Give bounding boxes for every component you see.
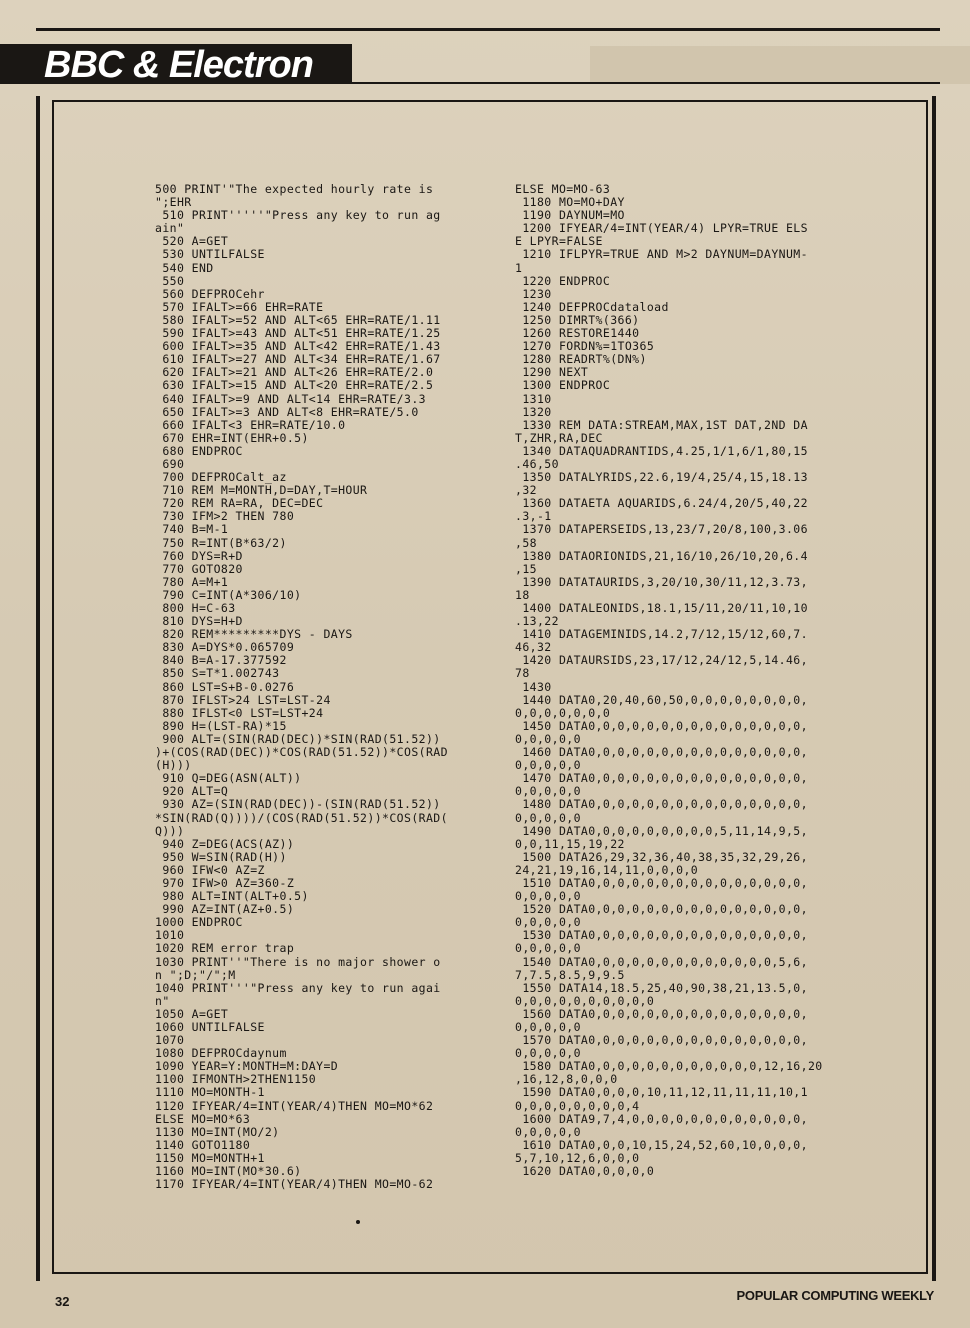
code-line: 1470 DATA0,0,0,0,0,0,0,0,0,0,0,0,0,0,0, (515, 771, 808, 786)
code-line: 760 DYS=R+D (155, 548, 243, 563)
code-line: 990 AZ=INT(AZ+0.5) (155, 902, 295, 917)
code-line: 1220 ENDPROC (515, 273, 611, 288)
code-line: 1590 DATA0,0,0,0,10,11,12,11,11,11,10,1 (515, 1085, 808, 1100)
code-line: 1020 REM error trap (155, 941, 295, 956)
code-line: 0,0,0,0,0 (515, 731, 581, 746)
code-line: 1380 DATAORIONIDS,21,16/10,26/10,20,6.4 (515, 548, 808, 563)
code-line: 1560 DATA0,0,0,0,0,0,0,0,0,0,0,0,0,0,0, (515, 1006, 808, 1021)
code-line: 1040 PRINT'''"Press any key to run agai (155, 980, 441, 995)
code-line: 590 IFALT>=43 AND ALT<51 EHR=RATE/1.25 (155, 326, 441, 341)
code-line: 690 (155, 456, 185, 471)
code-line: 840 B=A-17.377592 (155, 653, 287, 668)
code-line: ,32 (515, 483, 537, 498)
code-line: 1170 IFYEAR/4=INT(YEAR/4)THEN MO=MO-62 (155, 1177, 434, 1192)
code-line: 700 DEFPROCalt_az (155, 470, 287, 485)
code-line: 500 PRINT'"The expected hourly rate is (155, 182, 434, 196)
code-line: 1140 GOTO1180 (155, 1137, 251, 1152)
code-line: 0,0,0,0,0 (515, 784, 581, 799)
code-line: 750 R=INT(B*63/2) (155, 535, 287, 550)
code-line: 0,0,0,0,0 (515, 1020, 581, 1034)
code-line: 1400 DATALEONIDS,18.1,15/11,20/11,10,10 (515, 601, 808, 615)
code-line: 830 A=DYS*0.065709 (155, 640, 295, 655)
code-line: 1460 DATA0,0,0,0,0,0,0,0,0,0,0,0,0,0,0, (515, 745, 808, 760)
code-line: 920 ALT=Q (155, 784, 229, 799)
top-rule (36, 28, 940, 31)
code-line: 570 IFALT>=66 EHR=RATE (155, 299, 324, 314)
code-line: 520 A=GET (155, 234, 229, 249)
code-line: 1410 DATAGEMINIDS,14.2,7/12,15/12,60,7. (515, 627, 808, 642)
code-line: 720 REM RA=RA, DEC=DEC (155, 496, 324, 511)
code-line: 1510 DATA0,0,0,0,0,0,0,0,0,0,0,0,0,0,0, (515, 875, 808, 890)
code-line: 1480 DATA0,0,0,0,0,0,0,0,0,0,0,0,0,0,0, (515, 797, 808, 812)
header-rule (352, 82, 940, 84)
code-line: 1070 (155, 1033, 185, 1048)
code-line: 770 GOTO820 (155, 561, 243, 576)
code-line: 930 AZ=(SIN(RAD(DEC))-(SIN(RAD(51.52)) (155, 797, 441, 812)
code-line: 1320 (515, 404, 552, 419)
code-line: 1440 DATA0,20,40,60,50,0,0,0,0,0,0,0,0, (515, 692, 808, 707)
code-line: 630 IFALT>=15 AND ALT<20 EHR=RATE/2.5 (155, 378, 434, 393)
code-line: ,58 (515, 535, 537, 550)
code-line: 820 REM*********DYS - DAYS (155, 627, 353, 642)
code-line: 660 IFALT<3 EHR=RATE/10.0 (155, 417, 346, 432)
code-line: 730 IFM>2 THEN 780 (155, 509, 295, 524)
magazine-name: POPULAR COMPUTING WEEKLY (736, 1288, 934, 1303)
code-line: *SIN(RAD(Q))))/(COS(RAD(51.52))*COS(RAD( (155, 810, 448, 825)
code-line: 1270 FORDN%=1TO365 (515, 339, 655, 354)
page-number: 32 (55, 1294, 70, 1309)
code-line: 1540 DATA0,0,0,0,0,0,0,0,0,0,0,0,0,5,6, (515, 954, 808, 969)
code-line: (H))) (155, 758, 192, 773)
code-line: 950 W=SIN(RAD(H)) (155, 849, 287, 864)
code-line: 960 IFW<0 AZ=Z (155, 862, 265, 877)
code-line: ";EHR (155, 195, 192, 210)
code-line: 600 IFALT>=35 AND ALT<42 EHR=RATE/1.43 (155, 339, 441, 354)
code-line: 890 H=(LST-RA)*15 (155, 718, 287, 733)
code-line: 0,0,0,0,0 (515, 1124, 581, 1139)
code-line: 680 ENDPROC (155, 443, 243, 458)
code-line: ain" (155, 221, 185, 236)
code-line: 1120 IFYEAR/4=INT(YEAR/4)THEN MO=MO*62 (155, 1098, 434, 1113)
code-line: 0,0,11,15,19,22 (515, 836, 625, 851)
code-line: 940 Z=DEG(ACS(AZ)) (155, 836, 295, 851)
code-line: 1450 DATA0,0,0,0,0,0,0,0,0,0,0,0,0,0,0, (515, 718, 808, 733)
code-line: 1 (515, 260, 523, 275)
code-line: 1050 A=GET (155, 1006, 229, 1021)
code-line: 1130 MO=INT(MO/2) (155, 1124, 280, 1139)
code-line: 1110 MO=MONTH-1 (155, 1085, 265, 1100)
code-line: 650 IFALT>=3 AND ALT<8 EHR=RATE/5.0 (155, 404, 419, 419)
code-line: 1370 DATAPERSEIDS,13,23/7,20/8,100,3.06 (515, 522, 808, 537)
code-line: 0,0,0,0,0 (515, 889, 581, 904)
code-line: 0,0,0,0,0 (515, 758, 581, 773)
code-line: 670 EHR=INT(EHR+0.5) (155, 430, 309, 445)
code-line: 1230 (515, 286, 552, 301)
code-line: ,15 (515, 561, 537, 576)
code-line: 870 IFLST>24 LST=LST-24 (155, 692, 331, 707)
code-line: 1260 RESTORE1440 (515, 326, 640, 341)
code-line: 0,0,0,0,0 (515, 810, 581, 825)
code-line: 0,0,0,0,0,0,0 (515, 705, 611, 720)
code-line: 1250 DIMRT%(366) (515, 312, 640, 327)
code-line: 880 IFLST<0 LST=LST+24 (155, 705, 324, 720)
code-line: 1210 IFLPYR=TRUE AND M>2 DAYNUM=DAYNUM- (515, 247, 808, 262)
code-line: 970 IFW>0 AZ=360-Z (155, 875, 295, 890)
code-line: 1000 ENDPROC (155, 915, 243, 930)
code-line: 1570 DATA0,0,0,0,0,0,0,0,0,0,0,0,0,0,0, (515, 1033, 808, 1048)
code-line: 24,21,19,16,14,11,0,0,0,0 (515, 862, 699, 877)
code-line: 0,0,0,0,0 (515, 941, 581, 956)
code-line: 7,7.5,8.5,9,9.5 (515, 967, 625, 982)
code-line: .13,22 (515, 614, 559, 629)
code-line: 850 S=T*1.002743 (155, 666, 280, 681)
code-line: 1490 DATA0,0,0,0,0,0,0,0,0,5,11,14,9,5, (515, 823, 808, 838)
code-line: 1060 UNTILFALSE (155, 1020, 265, 1034)
code-line: 980 ALT=INT(ALT+0.5) (155, 889, 309, 904)
code-line: n" (155, 993, 170, 1008)
code-line: 1580 DATA0,0,0,0,0,0,0,0,0,0,0,0,12,16,20 (515, 1059, 823, 1074)
code-line: 1430 (515, 679, 552, 694)
code-line: 1280 READRT%(DN%) (515, 352, 647, 367)
code-line: .3,-1 (515, 509, 552, 524)
code-line: 1300 ENDPROC (515, 378, 611, 393)
code-line: 740 B=M-1 (155, 522, 229, 537)
code-line: 640 IFALT>=9 AND ALT<14 EHR=RATE/3.3 (155, 391, 426, 406)
code-line: 1010 (155, 928, 185, 943)
code-line: E LPYR=FALSE (515, 234, 603, 249)
code-line: 1330 REM DATA:STREAM,MAX,1ST DAT,2ND DA (515, 417, 808, 432)
code-line: ,16,12,8,0,0,0 (515, 1072, 618, 1087)
code-line: 1290 NEXT (515, 365, 589, 380)
code-line: 1160 MO=INT(MO*30.6) (155, 1164, 302, 1179)
code-line: 510 PRINT'''''"Press any key to run ag (155, 208, 441, 223)
code-line: 620 IFALT>=21 AND ALT<26 EHR=RATE/2.0 (155, 365, 434, 380)
code-line: 1310 (515, 391, 552, 406)
code-line: 540 END (155, 260, 214, 275)
show-through-shadow (590, 46, 970, 84)
code-line: 1390 DATATAURIDS,3,20/10,30/11,12,3.73, (515, 574, 808, 589)
code-line: 1610 DATA0,0,0,10,15,24,52,60,10,0,0,0, (515, 1137, 808, 1152)
section-header-title: BBC & Electron (44, 44, 313, 86)
code-line: ELSE MO=MO*63 (155, 1111, 251, 1126)
code-line: 780 A=M+1 (155, 574, 229, 589)
code-line: 1100 IFMONTH>2THEN1150 (155, 1072, 317, 1087)
code-line: 78 (515, 666, 530, 681)
code-line: 580 IFALT>=52 AND ALT<65 EHR=RATE/1.11 (155, 312, 441, 327)
code-line: 610 IFALT>=27 AND ALT<34 EHR=RATE/1.67 (155, 352, 441, 367)
code-line: 810 DYS=H+D (155, 614, 243, 629)
code-line: 1080 DEFPROCdaynum (155, 1046, 287, 1061)
code-line: 1340 DATAQUADRANTIDS,4.25,1/1,6/1,80,15 (515, 443, 808, 458)
code-line: Q))) (155, 823, 185, 838)
code-line: 46,32 (515, 640, 552, 655)
code-line: 1530 DATA0,0,0,0,0,0,0,0,0,0,0,0,0,0,0, (515, 928, 808, 943)
code-line: 1600 DATA9,7,4,0,0,0,0,0,0,0,0,0,0,0,0, (515, 1111, 808, 1126)
code-line: 790 C=INT(A*306/10) (155, 587, 302, 602)
code-line: 560 DEFPROCehr (155, 286, 265, 301)
code-line: 1550 DATA14,18.5,25,40,90,38,21,13.5,0, (515, 980, 808, 995)
code-line: 1620 DATA0,0,0,0,0 (515, 1164, 655, 1179)
code-line: 800 H=C-63 (155, 601, 236, 615)
code-line: 1360 DATAETA AQUARIDS,6.24/4,20/5,40,22 (515, 496, 808, 511)
listing-column-right (515, 183, 823, 1178)
code-line: 910 Q=DEG(ASN(ALT)) (155, 771, 302, 786)
code-line: 1190 DAYNUM=MO (515, 208, 625, 223)
code-line: 18 (515, 587, 530, 602)
code-line: 550 (155, 273, 185, 288)
code-line: 1200 IFYEAR/4=INT(YEAR/4) LPYR=TRUE ELS (515, 221, 808, 236)
listing-column-left (155, 183, 448, 1191)
code-line: .46,50 (515, 456, 559, 471)
code-line: T,ZHR,RA,DEC (515, 430, 603, 445)
code-line: 0,0,0,0,0,0,0,0,4 (515, 1098, 640, 1113)
code-line: 1180 MO=MO+DAY (515, 195, 625, 210)
code-line: 1350 DATALYRIDS,22.6,19/4,25/4,15,18.13 (515, 470, 808, 485)
code-line: 5,7,10,12,6,0,0,0 (515, 1150, 640, 1165)
code-line: )+(COS(RAD(DEC))*COS(RAD(51.52))*COS(RAD (155, 745, 448, 760)
code-line: n ";D;"/";M (155, 967, 236, 982)
code-line: 860 LST=S+B-0.0276 (155, 679, 295, 694)
code-line: ELSE MO=MO-63 (515, 182, 611, 196)
code-line: 1500 DATA26,29,32,36,40,38,35,32,29,26, (515, 849, 808, 864)
code-line: 1520 DATA0,0,0,0,0,0,0,0,0,0,0,0,0,0,0, (515, 902, 808, 917)
code-line: 0,0,0,0,0 (515, 1046, 581, 1061)
code-line: 900 ALT=(SIN(RAD(DEC))*SIN(RAD(51.52)) (155, 731, 441, 746)
code-line: 0,0,0,0,0 (515, 915, 581, 930)
code-line: 1240 DEFPROCdataload (515, 299, 669, 314)
code-line: 530 UNTILFALSE (155, 247, 265, 262)
code-line: 0,0,0,0,0,0,0,0,0,0 (515, 993, 655, 1008)
code-line: 1090 YEAR=Y:MONTH=M:DAY=D (155, 1059, 339, 1074)
ink-speck (356, 1220, 360, 1224)
code-line: 1030 PRINT''"There is no major shower o (155, 954, 441, 969)
code-line: 1420 DATAURSIDS,23,17/12,24/12,5,14.46, (515, 653, 808, 668)
code-line: 1150 MO=MONTH+1 (155, 1150, 265, 1165)
code-line: 710 REM M=MONTH,D=DAY,T=HOUR (155, 483, 368, 498)
